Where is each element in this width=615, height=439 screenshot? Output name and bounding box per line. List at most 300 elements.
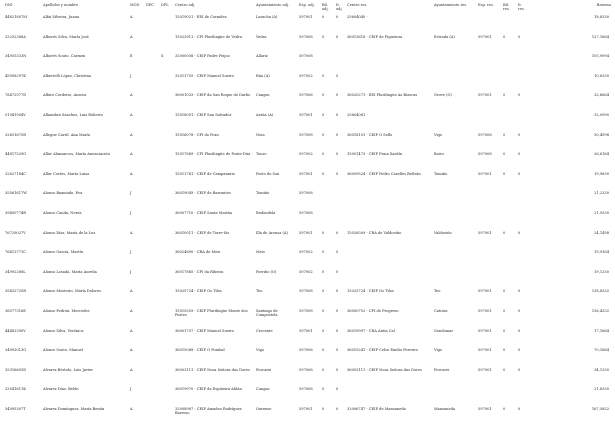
cell-centro-adj: 36010011 - CEIP de Torre-Sis <box>175 230 230 235</box>
cell-it-res: 0 <box>518 328 521 333</box>
cell-it-adj: 0 <box>336 269 339 274</box>
cell-ayto-res <box>433 211 477 231</box>
cell-it-res <box>517 270 530 290</box>
cell-dni: 34955333N <box>5 54 27 59</box>
cell-bl-adj: 0 <box>322 152 325 157</box>
cell-centro-adj: 15025724 - CEIP Os Tilos <box>175 289 222 294</box>
cell-esp-adj: 597008 <box>299 191 313 196</box>
cell-dni: 33252368A <box>5 34 26 39</box>
cell-bl-res <box>502 211 517 231</box>
cell-ayto-res: Valdoviño <box>434 230 452 235</box>
cell-baremo: 32,0990 <box>594 112 609 117</box>
cell-dpc <box>145 133 160 153</box>
cell-baremo: 34,1330 <box>594 367 609 372</box>
cell-dpc <box>145 172 160 192</box>
cell-dpl <box>160 93 174 113</box>
cell-esp-res <box>477 387 502 407</box>
cell-centro-res: 36020271 - EEI Plurilingüe As Bizocas <box>347 93 418 98</box>
cell-mod: A <box>130 171 133 176</box>
cell-centro-adj: 36019970 - CEIP da Espiñeira-Aldán <box>175 387 242 392</box>
cell-baremo: 32,6664 <box>594 93 609 98</box>
cell-centro-adj: 15023911 - CPI Plurilingüe de Vedra <box>175 34 242 39</box>
cell-dpc <box>145 211 160 231</box>
cell-mod: A <box>130 230 133 235</box>
cell-baremo: 17,1664 <box>594 328 609 333</box>
cell-ayto-adj: Crecente <box>256 328 273 333</box>
column-header-dpc: DPC <box>146 3 155 7</box>
cell-bl-res <box>502 387 517 407</box>
cell-esp-adj: 597002 <box>299 269 313 274</box>
cell-mod: J <box>130 250 132 255</box>
table-row <box>4 407 612 427</box>
cell-bl-res <box>502 191 517 211</box>
table-row <box>4 54 612 74</box>
cell-it-adj: 0 <box>336 328 339 333</box>
cell-dni: 44821807M <box>5 15 27 19</box>
cell-dpl <box>160 15 174 35</box>
cell-bl-res: 0 <box>503 152 506 157</box>
cell-bl-res: 0 <box>503 34 506 39</box>
cell-centro-res: 36000752 - CPI de Progreso <box>347 308 399 313</box>
cell-mod: J <box>130 269 132 274</box>
cell-dni: 39450774R <box>5 210 26 215</box>
cell-it-adj: 0 <box>336 112 339 117</box>
cell-baremo: 167,5832 <box>591 406 609 411</box>
cell-dni: 35316693D <box>5 367 27 372</box>
cell-dpl <box>160 231 174 251</box>
cell-nombre: Alonso Canda, Nerea <box>43 210 82 215</box>
cell-dpl <box>160 329 174 349</box>
table-row <box>4 15 612 35</box>
cell-dni: 76729027V <box>5 230 26 235</box>
cell-ayto-adj: Porriño (O) <box>256 269 277 274</box>
cell-mod: A <box>130 367 133 372</box>
cell-dpc <box>145 15 160 35</box>
cell-bl-res <box>502 74 517 94</box>
cell-esp-res: 597001 <box>478 406 492 411</box>
cell-nombre: Alonso Mosteiro, María Dolores <box>43 289 101 294</box>
table-row <box>4 309 612 329</box>
cell-mod: A <box>130 112 133 117</box>
column-header-baremo: Baremo <box>596 3 611 7</box>
cell-dpc <box>145 93 160 113</box>
cell-dpl <box>160 368 174 388</box>
cell-centro-adj: 15017889 - CPI Plurilingüe de Ponte-Dúa <box>175 152 251 157</box>
cell-ayto-adj: Cangas <box>256 93 270 98</box>
cell-nombre: Alonso Losada, María Aurelia <box>43 269 97 274</box>
cell-dpc <box>145 368 160 388</box>
cell-ayto-adj: Noia <box>256 132 265 137</box>
cell-bl-adj <box>321 211 335 231</box>
cell-centro-res: 15025724 - CEIP Os Tilos <box>347 289 394 294</box>
cell-it-adj: 0 <box>336 348 339 353</box>
cell-dpc <box>145 231 160 251</box>
cell-bl-res: 0 <box>503 328 506 333</box>
cell-ayto-adj: Redondela <box>256 210 276 215</box>
cell-nombre: Alhambra Sanchez, Luis Roberto <box>43 112 103 117</box>
cell-ayto-res: Vigo <box>434 132 443 137</box>
column-header-ayto-res: Ayuntamiento res. <box>434 3 468 7</box>
cell-esp-adj: 597008 <box>299 54 313 59</box>
cell-mod: A <box>130 34 133 39</box>
table-row <box>4 191 612 211</box>
cell-centro-res <box>346 270 433 290</box>
cell-bl-adj: 0 <box>322 93 325 98</box>
cell-dni: 33541611K <box>5 387 26 392</box>
cell-dni: 45908397K <box>5 73 26 78</box>
table-row <box>4 368 612 388</box>
cell-mod: J <box>130 387 132 392</box>
cell-centro-adj: 32000058 - CEIP Padre Feijoo <box>175 54 230 59</box>
cell-nombre: Albertelli López, Christina <box>43 73 92 78</box>
cell-it-res: 0 <box>518 93 521 98</box>
cell-centro-res: 25604081 - <box>347 112 368 117</box>
cell-ayto-res: Estrada (A) <box>434 34 455 39</box>
cell-it-res <box>517 211 530 231</box>
cell-centro-adj: 15011761 - CEIP de Campanario <box>175 171 235 176</box>
cell-dpl <box>160 211 174 231</box>
cell-esp-adj: 597008 <box>299 34 313 39</box>
cell-bl-res: 0 <box>503 348 506 353</box>
cell-ayto-res <box>433 15 477 35</box>
cell-it-res: 0 <box>518 348 521 353</box>
column-header-nombre: Apellidos y nombre <box>43 3 79 7</box>
cell-it-res: 0 <box>518 34 521 39</box>
cell-bl-adj: 0 <box>322 289 325 294</box>
cell-baremo: 105,9994 <box>591 54 609 59</box>
cell-it-adj <box>335 211 346 231</box>
cell-ayto-adj: Rúa (A) <box>256 73 270 78</box>
cell-it-res: 0 <box>518 230 521 235</box>
cell-it-res: 0 <box>518 406 521 411</box>
cell-esp-res: 597008 <box>478 132 492 137</box>
cell-dni: 34992288L <box>5 269 26 274</box>
cell-baremo: 138,8332 <box>591 289 609 294</box>
table-header-row <box>4 3 612 15</box>
table-row <box>4 289 612 309</box>
cell-it-adj: 0 <box>336 250 339 255</box>
cell-dni: 76413771C <box>5 250 27 255</box>
table-row <box>4 329 612 349</box>
table-row <box>4 133 612 153</box>
cell-nombre: Álvarez Díaz, Belén <box>43 387 79 392</box>
cell-centro-res: 36015241 - CEIP Celso Emilio Ferreiro <box>347 348 419 353</box>
cell-bl-adj: 0 <box>322 73 325 78</box>
cell-dpc <box>145 54 160 74</box>
cell-esp-adj: 597008 <box>299 210 313 215</box>
cell-centro-adj: 15016078 - CPI do Foxo <box>175 132 219 137</box>
cell-ayto-res: Tomiño <box>434 171 448 176</box>
cell-ayto-res <box>433 250 477 270</box>
cell-baremo: 26,6164 <box>594 152 609 157</box>
cell-mod: J <box>130 191 132 196</box>
column-header-esp-res: Esp. res. <box>478 3 494 7</box>
cell-ayto-adj: Allariz <box>256 54 268 59</box>
cell-ayto-adj: Laracha (A) <box>256 15 278 19</box>
cell-ayto-res: Vigo <box>434 348 443 353</box>
cell-esp-adj: 597002 <box>299 250 313 255</box>
cell-nombre: Allegue Carril, Ana María <box>43 132 90 137</box>
cell-ayto-res: Forcarei <box>434 367 450 372</box>
cell-ayto-adj: Tomiño <box>256 191 270 196</box>
cell-centro-res <box>346 54 433 74</box>
cell-ayto-res: Catoira <box>434 308 448 313</box>
cell-dni: 32827184C <box>5 171 27 176</box>
cell-ayto-adj: Cangas <box>256 387 270 392</box>
cell-nombre: Álvarez Domínguez, María Benita <box>43 406 105 411</box>
cell-esp-res <box>477 270 502 290</box>
column-header-it-adj: It. adj. <box>336 3 343 12</box>
cell-dpc <box>145 387 160 407</box>
cell-it-adj: 0 <box>336 387 339 392</box>
cell-ayto-adj: Vigo <box>256 348 265 353</box>
column-header-centro-adj: Centro adj. <box>175 3 196 7</box>
cell-mod: E <box>130 54 133 59</box>
cell-esp-adj: 597008 <box>299 387 313 392</box>
cell-baremo: 30,4998 <box>594 132 609 137</box>
cell-dpl <box>160 133 174 153</box>
cell-centro-adj: 32011755 - CEIP Manuel Sueiro <box>175 73 234 78</box>
cell-ayto-res: Teo <box>434 289 441 294</box>
table-row <box>4 211 612 231</box>
cell-dpc <box>145 191 160 211</box>
cell-baremo: 21,8330 <box>594 387 609 392</box>
cell-nombre: Alfaro Cordeiro, Aurora <box>43 93 87 98</box>
cell-bl-res <box>502 250 517 270</box>
cell-ayto-adj: Illa de Arousa (A) <box>256 230 288 235</box>
cell-bl-adj <box>321 191 335 211</box>
table-row <box>4 270 612 290</box>
column-header-ayto-adj: Ayuntamiento adj. <box>256 3 290 7</box>
cell-bl-res: 0 <box>503 93 506 98</box>
cell-baremo: 136,4332 <box>591 308 609 313</box>
cell-esp-res: 597001 <box>478 34 492 39</box>
cell-esp-res <box>477 191 502 211</box>
cell-bl-res <box>502 15 517 35</box>
cell-it-res: 0 <box>518 152 521 157</box>
cell-ayto-res <box>433 74 477 94</box>
cell-dpl <box>160 191 174 211</box>
cell-it-adj <box>335 54 346 74</box>
cell-centro-res: 15001473 - CEIP Praia Xardín <box>347 152 403 157</box>
cell-mod: A <box>130 348 133 353</box>
cell-bl-adj: 0 <box>322 230 325 235</box>
cell-nombre: Alfaí Silveira, Juana <box>43 15 80 19</box>
cell-it-adj: 0 <box>336 230 339 235</box>
cell-centro-res: 36009524 - CEIP Pedro Caselles Beltrán <box>347 171 421 176</box>
assignment-table <box>4 3 612 426</box>
cell-ayto-res <box>433 387 477 407</box>
cell-dni: 32651675R <box>5 132 26 137</box>
cell-mod: A <box>130 308 133 313</box>
cell-centro-adj: 15019021 - EEI de Cornides <box>175 15 227 19</box>
cell-dpl <box>160 35 174 55</box>
cell-bl-adj: 0 <box>322 15 325 19</box>
cell-bl-res: 0 <box>503 132 506 137</box>
cell-mod: A <box>130 289 133 294</box>
cell-esp-res: 597001 <box>478 171 492 176</box>
cell-ayto-res: Boiro <box>434 152 444 157</box>
cell-esp-res: 597001 <box>478 328 492 333</box>
cell-centro-res <box>346 191 433 211</box>
cell-ayto-adj: Ourense <box>256 406 272 411</box>
cell-esp-adj: 597001 <box>299 15 313 19</box>
cell-nombre: Allur Alanzarcos, María Anunciación <box>43 152 110 157</box>
cell-dni: 44482390V <box>5 328 26 333</box>
cell-esp-res <box>477 15 502 35</box>
cell-esp-res: 597001 <box>478 367 492 372</box>
cell-centro-res: 36013618 - CEIP de Figueiroa <box>347 34 403 39</box>
cell-baremo: 127,1664 <box>591 34 609 39</box>
cell-esp-res: 597001 <box>478 308 492 313</box>
cell-it-res <box>517 74 530 94</box>
cell-centro-adj: 36019049 - CEIP de Barrantes <box>175 191 231 196</box>
cell-esp-res <box>477 74 502 94</box>
cell-baremo: 21,9330 <box>594 210 609 215</box>
cell-bl-adj: 0 <box>322 171 325 176</box>
cell-dpl <box>160 270 174 290</box>
cell-ayto-adj: Santiago de Compostela <box>256 308 278 317</box>
table-row <box>4 113 612 133</box>
cell-mod: A <box>130 152 133 157</box>
cell-bl-res <box>502 113 517 133</box>
cell-it-adj: 0 <box>336 171 339 176</box>
column-header-dni: DNI <box>5 3 13 7</box>
cell-esp-adj: 597002 <box>299 73 313 78</box>
cell-ayto-adj: Touro <box>256 152 267 157</box>
cell-esp-adj: 597008 <box>299 289 313 294</box>
cell-dpc <box>145 250 160 270</box>
table-row <box>4 152 612 172</box>
cell-esp-adj: 597001 <box>299 328 313 333</box>
cell-baremo: 10,8330 <box>594 73 609 78</box>
cell-centro-res: 32006747 - CEIP de Manzaneda <box>347 406 406 411</box>
cell-bl-adj: 0 <box>322 269 325 274</box>
cell-ayto-res <box>433 191 477 211</box>
cell-ayto-res: Grove (O) <box>434 93 452 98</box>
cell-mod: J <box>130 210 132 215</box>
cell-bl-adj: 0 <box>322 348 325 353</box>
cell-esp-adj: 597006 <box>299 93 313 98</box>
cell-it-adj: 0 <box>336 34 339 39</box>
cell-dpl <box>160 387 174 407</box>
cell-dpl <box>160 250 174 270</box>
cell-it-adj: 0 <box>336 289 339 294</box>
cell-baremo: 24,1498 <box>594 230 609 235</box>
cell-bl-adj: 0 <box>322 308 325 313</box>
cell-nombre: Alonso García, Martín <box>43 250 84 255</box>
cell-centro-adj: 36001033 - CEIP da San Roque de Darbo <box>175 93 251 98</box>
cell-it-res <box>517 191 530 211</box>
cell-ayto-adj: Teo <box>256 289 263 294</box>
cell-ayto-adj: Forcarei <box>256 367 272 372</box>
cell-esp-res <box>477 113 502 133</box>
cell-dni: 35432720R <box>5 289 26 294</box>
cell-bl-adj: 0 <box>322 34 325 39</box>
cell-bl-res <box>502 54 517 74</box>
cell-dpc <box>145 113 160 133</box>
cell-bl-res: 0 <box>503 289 506 294</box>
cell-baremo: 18,8330 <box>594 15 609 19</box>
cell-bl-adj: 0 <box>322 367 325 372</box>
column-header-dpl: DPL <box>161 3 169 7</box>
cell-baremo: 70,1664 <box>594 348 609 353</box>
cell-nombre: Alonso Silva, Verónica <box>43 328 84 333</box>
cell-centro-res <box>346 74 433 94</box>
cell-dpl <box>160 289 174 309</box>
table-row <box>4 387 612 407</box>
cell-nombre: Alborés Silva, María José <box>43 34 89 39</box>
cell-dpl <box>160 113 174 133</box>
cell-esp-res <box>477 250 502 270</box>
cell-ayto-adj: Arzúa (A) <box>256 112 274 117</box>
cell-centro-adj: 36017885 - CPI da Ribeira <box>175 269 224 274</box>
cell-ayto-res: Manzaneda <box>434 406 456 411</box>
cell-esp-res: 597008 <box>478 152 492 157</box>
cell-esp-adj: 597001 <box>299 406 313 411</box>
cell-baremo: 19,9164 <box>594 250 609 255</box>
cell-dpc <box>145 348 160 368</box>
cell-it-adj <box>335 191 346 211</box>
cell-dpl: S <box>161 54 164 59</box>
cell-esp-adj: 597008 <box>299 308 313 313</box>
cell-bl-adj: 0 <box>322 112 325 117</box>
cell-dpc <box>145 270 160 290</box>
cell-esp-res: 597001 <box>478 230 492 235</box>
cell-centro-res: 36019997 - CRA Antia Cal <box>347 328 395 333</box>
cell-mod: A <box>130 132 133 137</box>
column-header-esp-adj: Esp. adj. <box>299 3 315 7</box>
cell-esp-res: 597001 <box>478 348 492 353</box>
cell-mod: A <box>130 93 133 98</box>
cell-esp-res: 597001 <box>478 93 492 98</box>
cell-dpl <box>160 407 174 427</box>
column-header-mod: MOD <box>130 3 140 7</box>
cell-esp-res: 597001 <box>478 289 492 294</box>
column-header-bl-res: Bil. res. <box>503 3 510 12</box>
column-header-centro-res: Centro res. <box>347 3 368 7</box>
cell-mod: A <box>130 328 133 333</box>
cell-dpl <box>160 172 174 192</box>
cell-it-adj: 0 <box>336 73 339 78</box>
cell-bl-adj: 0 <box>322 328 325 333</box>
cell-nombre: Álvarez Bértolo, Luis Javier <box>43 367 93 372</box>
cell-dni: 78472977D <box>5 93 27 98</box>
cell-dpc <box>145 289 160 309</box>
cell-dni: 36077316E <box>5 308 26 313</box>
cell-bl-res: 0 <box>503 171 506 176</box>
cell-dpc <box>145 407 160 427</box>
cell-centro-adj: 36001707 - CEIP Manuel Sueiro <box>175 328 234 333</box>
cell-centro-res <box>346 211 433 231</box>
cell-esp-adj: 597001 <box>299 230 313 235</box>
cell-bl-res: 0 <box>503 367 506 372</box>
cell-ayto-res <box>433 270 477 290</box>
cell-bl-adj <box>321 54 335 74</box>
table-body <box>4 15 612 426</box>
cell-ayto-adj: Vedra <box>256 34 267 39</box>
cell-baremo: 21,2330 <box>594 191 609 196</box>
cell-dpl <box>160 74 174 94</box>
cell-esp-adj: 597001 <box>299 171 313 176</box>
cell-it-res: 0 <box>518 132 521 137</box>
cell-bl-res: 0 <box>503 406 506 411</box>
cell-nombre: Alonso Pedrón, Mercedes <box>43 308 90 313</box>
column-header-bl-adj: Bil. adj. <box>322 3 329 12</box>
cell-nombre: Allur Cortes, María Luisa <box>43 171 90 176</box>
cell-bl-res: 0 <box>503 308 506 313</box>
cell-nombre: Alonso Baamade, Eva <box>43 191 83 196</box>
